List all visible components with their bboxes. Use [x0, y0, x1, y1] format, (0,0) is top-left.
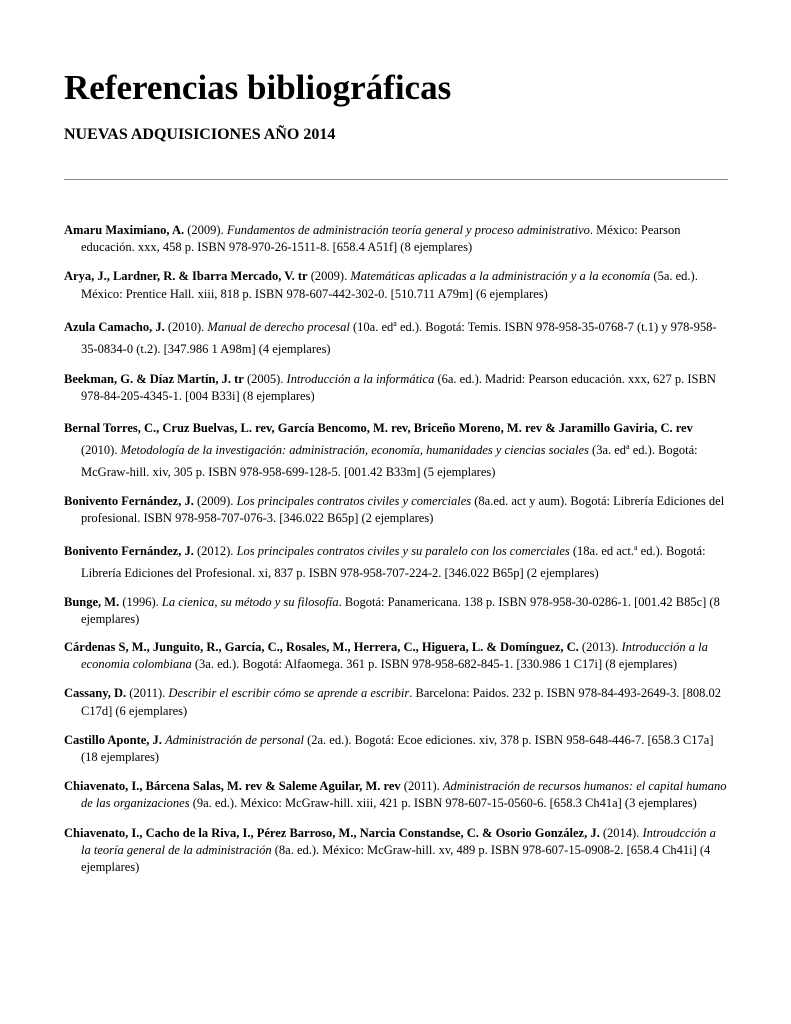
- reference-year: (2009).: [193, 494, 237, 509]
- reference-year: (2010).: [81, 443, 121, 458]
- reference-details: (8a. ed.). México: McGraw-hill. xv, 489 p. ISBN 978-607-15-0908-2. [658.4 Ch41i] (4 ejemplares): [81, 842, 711, 875]
- reference-details: . Barcelona: Paidos. 232 p. ISBN 978-84-493-2649-3. [808.02 C17d] (6 ejemplares): [81, 686, 722, 718]
- reference-item: [64, 778, 728, 812]
- page-subtitle: NUEVAS ADQUISICIONES AÑO 2014: [64, 126, 336, 143]
- reference-authors: Chiavenato, I., Bárcena Salas, M. rev & Saleme Aguilar, M. rev: [64, 779, 401, 794]
- reference-item: [64, 316, 728, 360]
- superscript-mark: a: [626, 442, 630, 452]
- reference-title: Los principales contratos civiles y su paralelo con los comerciales: [236, 543, 570, 558]
- reference-year: (2014).: [599, 825, 643, 840]
- reference-year: (2011).: [126, 686, 169, 701]
- reference-authors: Azula Camacho, J.: [64, 319, 165, 334]
- reference-details: . Bogotá: Panamericana. 138 p. ISBN 978-958-30-0286-1. [001.42 B85c] (8 ejemplares): [81, 594, 720, 626]
- page-title: Referencias bibliográficas: [64, 68, 452, 107]
- reference-details: (6a. ed.). Madrid: Pearson educación. xxx, 627 p. ISBN 978-84-205-4345-1. [004 B33i] (8 ejemplares): [81, 371, 716, 404]
- reference-details: . México: Pearson educación. xxx, 458 p. ISBN 978-970-26-1511-8. [658.4 A51f] (8 ejemplares): [81, 223, 681, 255]
- superscript-mark: a: [393, 318, 397, 328]
- reference-details: (3a. ed.). Bogotá: Alfaomega. 361 p. ISBN 978-958-682-845-1. [330.986 1 C17i] (8 ejemplares): [191, 657, 678, 672]
- reference-details: (10a. ed: [349, 319, 394, 334]
- reference-item: [64, 825, 728, 877]
- reference-title: Administración de personal: [165, 732, 304, 747]
- reference-title: La cienica, su método y su filosofía: [161, 594, 339, 609]
- reference-item: [64, 493, 728, 527]
- reference-details: (3a. ed: [588, 443, 627, 458]
- reference-title: Introudcción a la teoría general de la administración: [81, 825, 716, 857]
- reference-year: (2005).: [243, 371, 287, 386]
- reference-year: (2010).: [164, 319, 208, 334]
- reference-authors: Castillo Aponte, J.: [64, 732, 162, 747]
- reference-item: [64, 594, 728, 628]
- reference-item: [64, 417, 728, 483]
- reference-item: [64, 268, 728, 302]
- superscript-mark: a: [633, 542, 638, 552]
- reference-authors: Arya, J., Lardner, R. & Ibarra Mercado, V. tr: [64, 269, 308, 284]
- reference-item: [64, 639, 728, 673]
- reference-details: (18a. ed act.: [569, 543, 634, 558]
- reference-item: [64, 540, 728, 584]
- reference-authors: Cassany, D.: [64, 686, 127, 701]
- reference-authors: Bonivento Fernández, J.: [64, 494, 194, 509]
- reference-year: (2013).: [578, 640, 622, 655]
- reference-year: (2009).: [184, 223, 227, 237]
- reference-title: Fundamentos de administración teoría general y proceso administrativo: [226, 223, 590, 237]
- reference-title: Manual de derecho procesal: [207, 319, 350, 334]
- reference-item: [64, 732, 728, 766]
- reference-title: Administración de recursos humanos: el capital humano de las organizaciones: [81, 779, 727, 811]
- reference-list: [64, 222, 728, 876]
- reference-details: ed.). Bogotá: Librería Ediciones del Profesional. xi, 837 p. ISBN 978-958-707-224-2. [346.022 B65p] (2 ejemplares): [81, 543, 706, 580]
- reference-details: ed.). Bogotá: McGraw-hill. xiv, 305 p. ISBN 978-958-699-128-5. [001.42 B33m] (5 ejemplares): [81, 443, 698, 480]
- reference-details: (2a. ed.). Bogotá: Ecoe ediciones. xiv, 378 p. ISBN 958-648-446-7. [658.3 C17a] (18 ejemplares): [81, 732, 714, 765]
- reference-year: (1996).: [119, 594, 162, 609]
- reference-year: (2011).: [400, 779, 443, 794]
- horizontal-divider: [64, 179, 728, 180]
- reference-details: (9a. ed.). México: McGraw-hill. xiii, 421 p. ISBN 978-607-15-0560-6. [658.3 Ch41a] (3 ejemplares): [189, 796, 697, 811]
- reference-details: (5a. ed.). México: Prentice Hall. xiii, 818 p. ISBN 978-607-442-302-0. [510.711 A79m] (6 ejemplares): [81, 269, 698, 301]
- reference-authors: Bonivento Fernández, J.: [64, 543, 194, 558]
- reference-title: Matemáticas aplicadas a la administración y a la economía: [350, 269, 651, 284]
- reference-authors: Bernal Torres, C., Cruz Buelvas, L. rev, García Bencomo, M. rev, Briceño Moreno, M. rev & Jaramillo Gaviria, C. rev: [64, 421, 693, 436]
- reference-authors: Cárdenas S, M., Junguito, R., García, C., Rosales, M., Herrera, C., Higuera, L. & Domínguez, C.: [64, 640, 579, 655]
- reference-year: (2012).: [193, 543, 237, 558]
- reference-authors: Beekman, G. & Díaz Martín, J. tr: [64, 371, 244, 386]
- reference-year: (2009).: [307, 269, 351, 284]
- reference-title: Describir el escribir cómo se aprende a escribir: [168, 686, 410, 701]
- reference-authors: Chiavenato, I., Cacho de la Riva, I., Pérez Barroso, M., Narcia Constandse, C. & Osorio González, J.: [64, 825, 600, 840]
- reference-item: [64, 685, 728, 719]
- reference-item: [64, 371, 728, 405]
- reference-title: Introducción a la informática: [286, 371, 435, 386]
- reference-title: Los principales contratos civiles y comerciales: [236, 494, 472, 509]
- reference-title: Metodología de la investigación: administración, economía, humanidades y ciencias sociales: [120, 443, 589, 458]
- reference-authors: Bunge, M.: [64, 594, 120, 609]
- reference-details: (8a.ed. act y aum). Bogotá: Librería Ediciones del profesional. ISBN 978-958-707-076-3. [346.022 B65p] (2 ejemplares): [81, 494, 725, 526]
- reference-item: [64, 222, 728, 256]
- reference-authors: Amaru Maximiano, A.: [64, 223, 185, 237]
- reference-title: Introducción a la economia colombiana: [81, 640, 708, 672]
- reference-details: ed.). Bogotá: Temis. ISBN 978-958-35-0768-7 (t.1) y 978-958-35-0834-0 (t.2). [347.986 1 A98m] (4 ejemplares): [81, 319, 717, 356]
